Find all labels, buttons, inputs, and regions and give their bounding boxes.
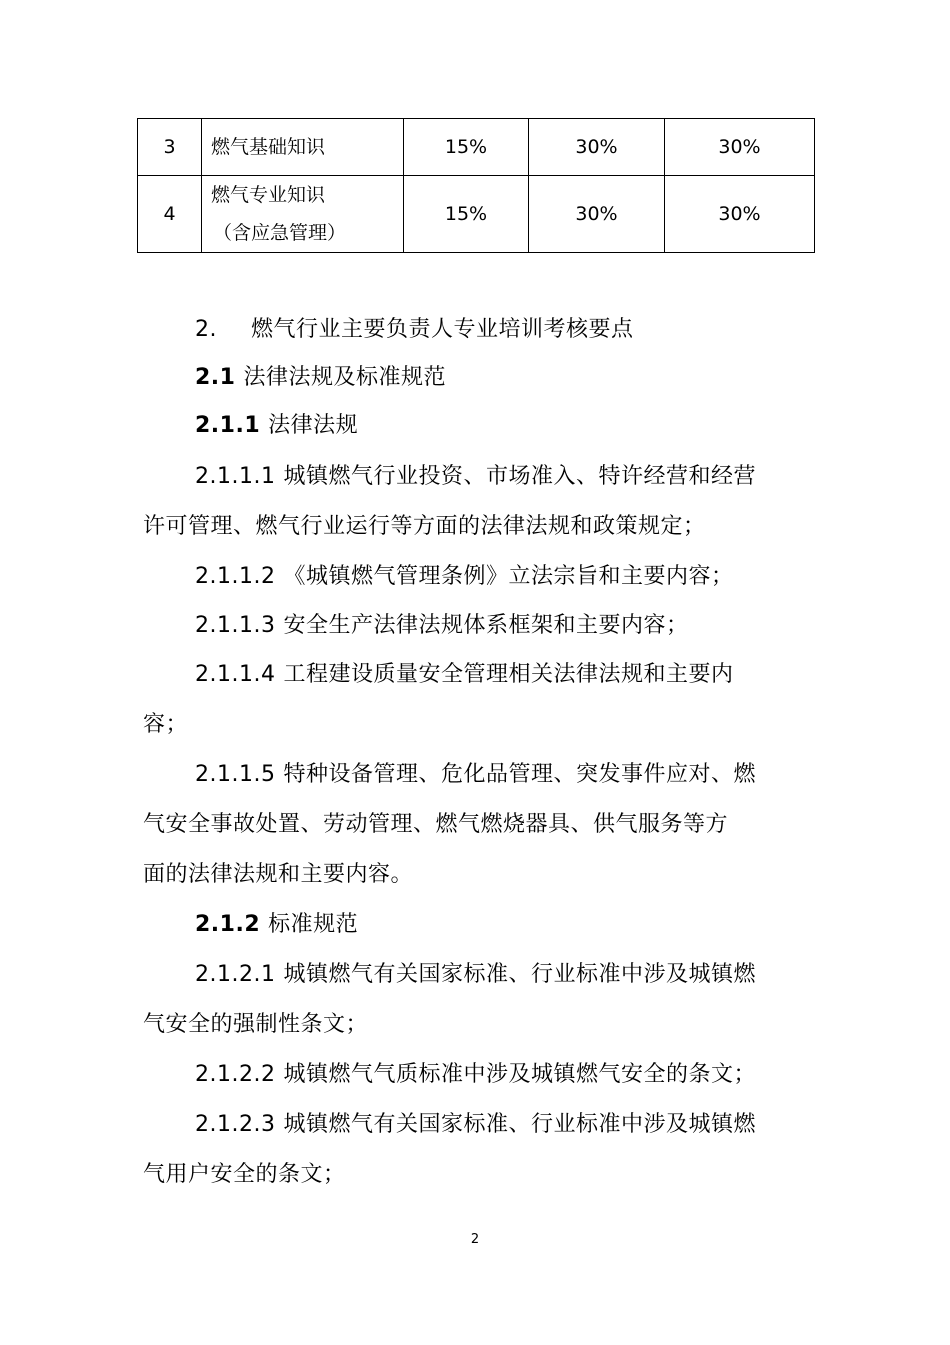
item-text: 城镇燃气有关国家标准、行业标准中涉及城镇燃 (283, 1112, 756, 1137)
item-number: 2.1.1.5 (195, 762, 276, 787)
list-item (195, 462, 756, 492)
subject-line: 燃气专业知识 (211, 184, 326, 206)
item-number: 2.1.2.3 (195, 1112, 276, 1137)
section-number: 2. (195, 317, 217, 342)
list-item-continuation: 气用户安全的条文； (143, 1162, 346, 1187)
item-text: 城镇燃气行业投资、市场准入、特许经营和经营 (283, 464, 756, 489)
subject-line: 燃气基础知识 (211, 136, 326, 158)
weight-cell-2: 30% (529, 176, 665, 253)
list-item (195, 1110, 756, 1140)
section-heading-2-1-2 (195, 910, 358, 940)
table-row (138, 176, 815, 253)
section-title: 燃气行业主要负责人专业培训考核要点 (251, 317, 634, 342)
list-item-continuation: 气安全事故处置、劳动管理、燃气燃烧器具、供气服务等方 (143, 812, 729, 837)
section-title: 法律法规 (268, 413, 359, 438)
weight-cell-3: 30% (665, 176, 815, 253)
section-title: 标准规范 (268, 912, 359, 937)
row-number-cell: 4 (138, 176, 202, 253)
item-text: 工程建设质量安全管理相关法律法规和主要内 (283, 662, 734, 687)
item-text: 城镇燃气气质标准中涉及城镇燃气安全的条文； (283, 1062, 756, 1087)
list-item-continuation: 面的法律法规和主要内容。 (143, 862, 414, 887)
item-number: 2.1.1.4 (195, 662, 276, 687)
item-text: 《城镇燃气管理条例》立法宗旨和主要内容； (283, 564, 734, 589)
section-number: 2.1.1 (195, 413, 261, 438)
item-text: 特种设备管理、危化品管理、突发事件应对、燃 (283, 762, 756, 787)
list-item (195, 611, 688, 641)
item-number: 2.1.1.2 (195, 564, 276, 589)
section-number: 2.1 (195, 365, 236, 390)
list-item (195, 760, 756, 790)
weight-cell-1: 15% (404, 119, 529, 176)
list-item (195, 660, 733, 690)
section-heading-2-1-1 (195, 411, 358, 441)
weight-cell-3: 30% (665, 119, 815, 176)
weight-cell-1: 15% (404, 176, 529, 253)
row-number-cell: 3 (138, 119, 202, 176)
section-heading-2 (195, 315, 634, 345)
subject-cell (202, 119, 404, 176)
section-number: 2.1.2 (195, 912, 261, 937)
page-number: 2 (470, 1232, 480, 1247)
item-number: 2.1.1.1 (195, 464, 276, 489)
table-row (138, 119, 815, 176)
section-title: 法律法规及标准规范 (243, 365, 446, 390)
list-item (195, 562, 733, 592)
item-text: 城镇燃气有关国家标准、行业标准中涉及城镇燃 (283, 962, 756, 987)
score-weight-table (137, 118, 815, 253)
item-text: 安全生产法律法规体系框架和主要内容； (283, 613, 689, 638)
section-heading-2-1 (195, 363, 446, 393)
item-number: 2.1.1.3 (195, 613, 276, 638)
item-number: 2.1.2.1 (195, 962, 276, 987)
list-item-continuation: 气安全的强制性条文； (143, 1012, 369, 1037)
list-item (195, 960, 756, 990)
subject-line: （含应急管理） (213, 222, 347, 244)
weight-cell-2: 30% (529, 119, 665, 176)
list-item (195, 1060, 756, 1090)
list-item-continuation: 许可管理、燃气行业运行等方面的法律法规和政策规定； (143, 514, 706, 539)
list-item-continuation: 容； (143, 712, 189, 737)
subject-cell (202, 176, 404, 253)
item-number: 2.1.2.2 (195, 1062, 276, 1087)
